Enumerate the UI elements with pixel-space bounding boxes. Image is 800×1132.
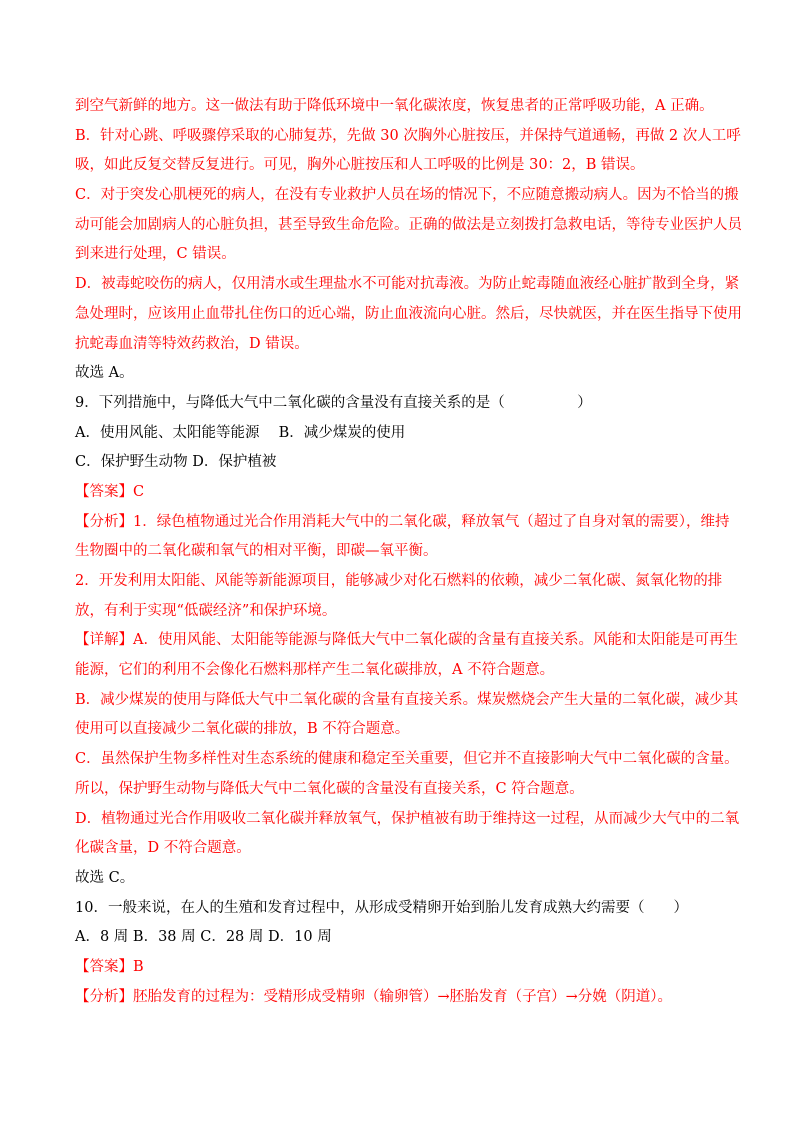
text-line: C．对于突发心肌梗死的病人，在没有专业救护人员在场的情况下，不应随意搬动病人。因为不恰当的搬 [75, 187, 739, 204]
text-line: 放，有利于实现“低碳经济”和保护环境。 [75, 602, 337, 619]
text-line: C．虽然保护生物多样性对生态系统的健康和稳定至关重要，但它并不直接影响大气中二氧化碳的含量。 [75, 751, 739, 768]
text-line: A．8 周 B．38 周 C．28 周 D．10 周 [75, 929, 332, 946]
text-line: 10．一般来说，在人的生殖和发育过程中，从形成受精卵开始到胎儿发育成熟大约需要（ ） [75, 899, 688, 916]
text-line: 使用可以直接减少二氧化碳的排放，B 不符合题意。 [75, 721, 410, 738]
text-line: 到来进行处理，C 错误。 [75, 246, 236, 263]
text-line: D．被毒蛇咬伤的病人，仅用清水或生理盐水不可能对抗毒液。为防止蛇毒随血液经心脏扩散到全身，紧 [75, 276, 740, 293]
text-line: 9．下列措施中，与降低大气中二氧化碳的含量没有直接关系的是（ ） [75, 394, 592, 411]
text-line: 生物圈中的二氧化碳和氧气的相对平衡，即碳—氧平衡。 [75, 543, 438, 560]
text-line: C．保护野生动物 D．保护植被 [75, 454, 277, 471]
text-line: D．植物通过光合作用吸收二氧化碳并释放氧气，保护植被有助于维持这一过程，从而减少大气中的二氧 [75, 810, 740, 827]
text-line: A．使用风能、太阳能等能源 B．减少煤炭的使用 [75, 424, 406, 441]
text-line: 【答案】B [75, 958, 144, 975]
text-line: 故选 A。 [75, 365, 134, 382]
text-line: 抗蛇毒血清等特效药救治，D 错误。 [75, 335, 309, 352]
text-line: 吸，如此反复交替反复进行。可见，胸外心脏按压和人工呼吸的比例是 30：2，B 错误。 [75, 157, 645, 174]
text-line: 到空气新鲜的地方。这一做法有助于降低环境中一氧化碳浓度，恢复患者的正常呼吸功能，A 正确。 [75, 98, 714, 114]
text-line: 能源，它们的利用不会像化石燃料那样产生二氧化碳排放，A 不符合题意。 [75, 662, 555, 679]
text-line: B．针对心跳、呼吸骤停采取的心肺复苏，先做 30 次胸外心脏按压，并保持气道通畅，再做 2 次人工呼 [75, 127, 741, 144]
text-line: 【分析】1．绿色植物通过光合作用消耗大气中的二氧化碳，释放氧气（超过了自身对氧的需要），维持 [75, 513, 730, 530]
text-line: 动可能会加剧病人的心脏负担，甚至导致生命危险。正确的做法是立刻拨打急救电话，等待专业医护人员 [75, 216, 742, 233]
text-line: 【答案】C [75, 483, 145, 500]
text-line: 所以，保护野生动物与降低大气中二氧化碳的含量没有直接关系，C 符合题意。 [75, 780, 584, 797]
document-body [75, 92, 742, 1012]
text-line: 【详解】A．使用风能、太阳能等能源与降低大气中二氧化碳的含量有直接关系。风能和太阳能是可再生 [75, 632, 738, 649]
text-line: B．减少煤炭的使用与降低大气中二氧化碳的含量有直接关系。煤炭燃烧会产生大量的二氧化碳，减少其 [75, 691, 739, 708]
text-line: 故选 C。 [75, 869, 135, 886]
text-line: 化碳含量，D 不符合题意。 [75, 840, 251, 857]
text-line: 2．开发利用太阳能、风能等新能源项目，能够减少对化石燃料的依赖，减少二氧化碳、氮氧化物的排 [75, 573, 723, 589]
text-line: 【分析】胚胎发育的过程为：受精形成受精卵（输卵管）→胚胎发育（子宫）→分娩（阴道）。 [75, 988, 673, 1005]
text-line: 急处理时，应该用止血带扎住伤口的近心端，防止血液流向心脏。然后，尽快就医，并在医生指导下使用 [75, 305, 742, 322]
